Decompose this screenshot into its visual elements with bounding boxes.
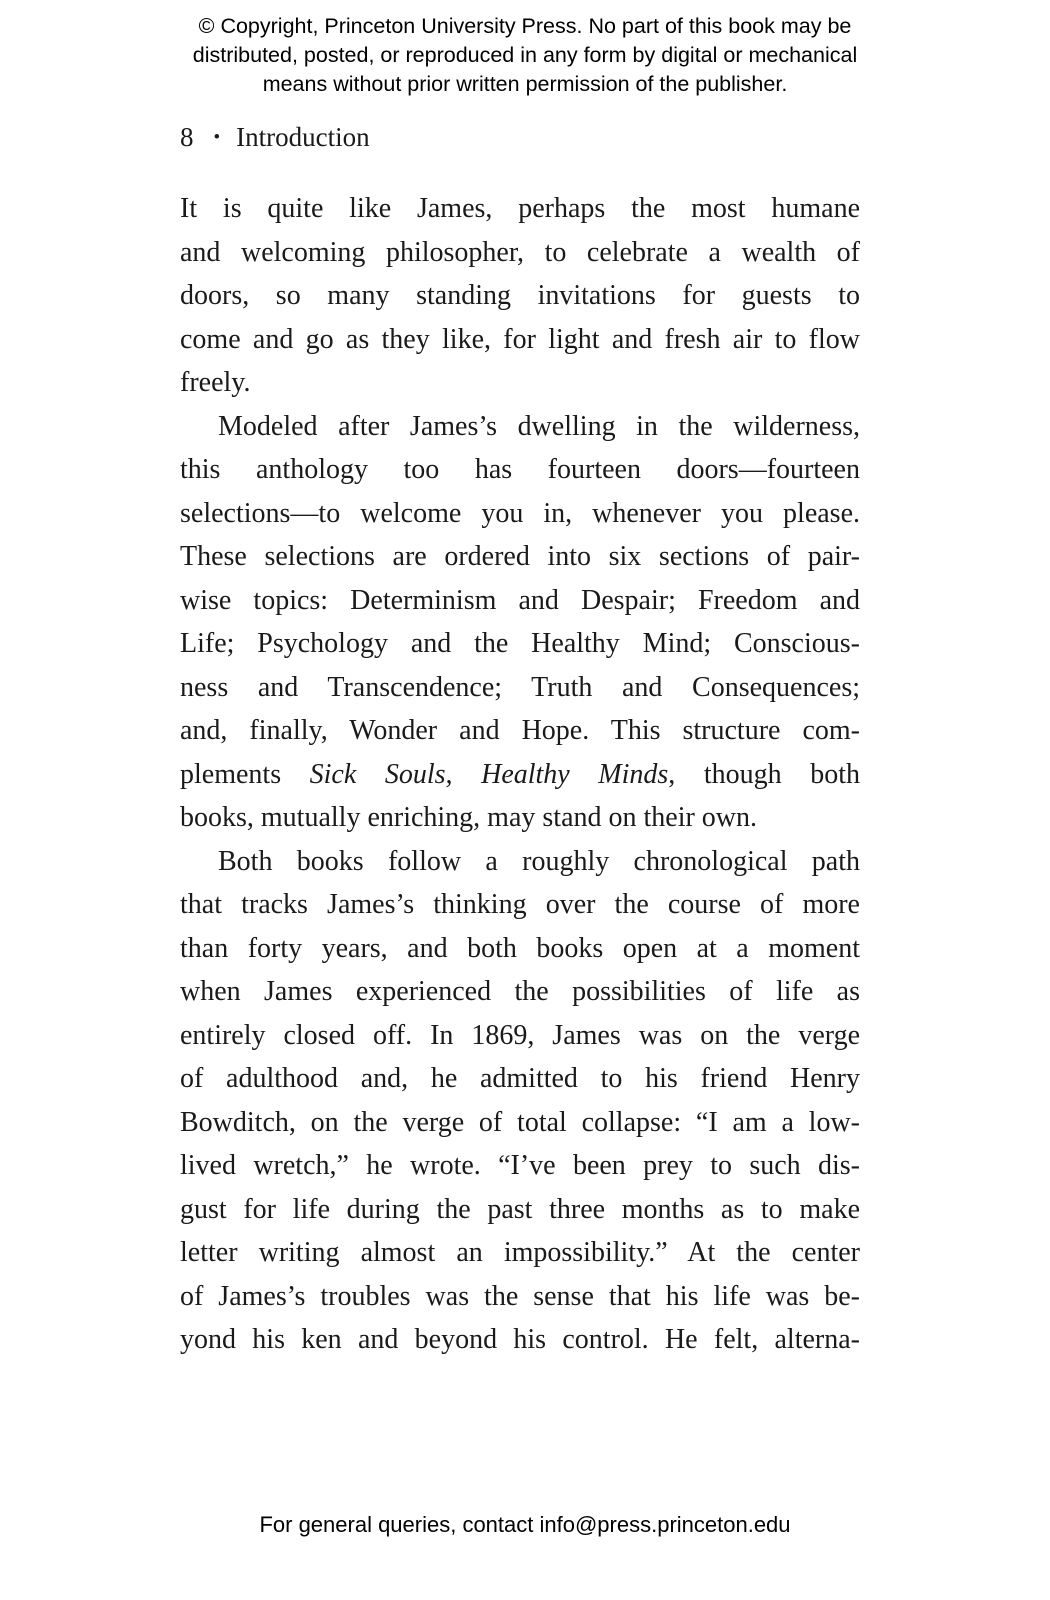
text-line	[180, 1057, 860, 1101]
bullet-separator: •	[213, 127, 221, 148]
copyright-line: means without prior written permission of the publisher.	[262, 72, 788, 96]
copyright-line: distributed, posted, or reproduced in any form by digital or mechanical	[192, 43, 858, 67]
text-segment: entirely closed off. In 1869, James was on the verge	[180, 1019, 860, 1051]
text-segment: ness and Transcendence; Truth and Consequences;	[180, 671, 860, 703]
text-line	[180, 579, 860, 623]
text-segment: come and go as they like, for light and fresh air to flow	[180, 323, 860, 355]
text-line	[180, 187, 860, 231]
paragraph	[180, 840, 860, 1362]
text-segment: freely.	[180, 367, 251, 398]
text-segment: books, mutually enriching, may stand on their own.	[180, 802, 758, 833]
section-title: Introduction	[236, 122, 370, 152]
text-segment: selections—to welcome you in, whenever you please.	[180, 497, 860, 529]
text-line	[180, 448, 860, 492]
text-line	[180, 492, 860, 536]
text-segment: lived wretch,” he wrote. “I’ve been prey to such dis-	[180, 1150, 860, 1181]
text-line	[180, 274, 860, 318]
text-line	[180, 753, 860, 797]
text-segment: of adulthood and, he admitted to his friend Henry	[180, 1063, 860, 1094]
text-segment: Both books follow a roughly chronological path	[218, 845, 860, 877]
text-segment: , though both	[668, 758, 860, 790]
text-line	[180, 927, 860, 971]
text-segment: and welcoming philosopher, to celebrate a wealth of	[180, 236, 860, 268]
text-segment: that tracks James’s thinking over the course of more	[180, 889, 860, 920]
text-segment: than forty years, and both books open at a moment	[180, 932, 860, 964]
text-segment: These selections are ordered into six sections of pair-	[180, 541, 860, 572]
text-line	[180, 840, 860, 884]
text-segment: Modeled after James’s dwelling in the wilderness,	[218, 410, 860, 442]
page-number: 8	[180, 122, 194, 152]
text-line	[180, 361, 860, 405]
text-line	[180, 1275, 860, 1319]
text-line	[180, 970, 860, 1014]
text-segment: plements	[180, 758, 310, 790]
text-segment: yond his ken and beyond his control. He felt, alterna-	[180, 1324, 860, 1355]
text-line	[180, 883, 860, 927]
body-text	[180, 187, 860, 1362]
text-line	[180, 405, 860, 449]
text-segment: and, finally, Wonder and Hope. This structure com-	[180, 715, 860, 746]
copyright-line: © Copyright, Princeton University Press. No part of this book may be	[198, 14, 852, 38]
text-segment: wise topics: Determinism and Despair; Freedom and	[180, 584, 860, 616]
text-line	[180, 1014, 860, 1058]
copyright-notice	[0, 12, 1050, 99]
paragraph	[180, 187, 860, 405]
text-line	[180, 318, 860, 362]
text-segment: this anthology too has fourteen doors—fourteen	[180, 454, 860, 485]
text-line	[180, 622, 860, 666]
text-segment: Bowditch, on the verge of total collapse: “I am a low-	[180, 1106, 860, 1138]
text-line	[180, 709, 860, 753]
footer-queries: For general queries, contact info@press.princeton.edu	[259, 1512, 791, 1537]
text-segment: Life; Psychology and the Healthy Mind; Conscious-	[180, 628, 860, 659]
text-segment: It is quite like James, perhaps the most humane	[180, 193, 860, 224]
text-line	[180, 1144, 860, 1188]
text-segment: doors, so many standing invitations for guests to	[180, 280, 860, 311]
text-segment: of James’s troubles was the sense that his life was be-	[180, 1280, 860, 1312]
text-line	[180, 1188, 860, 1232]
text-line	[180, 666, 860, 710]
text-line	[180, 1318, 860, 1362]
text-line	[180, 1231, 860, 1275]
text-line	[180, 231, 860, 275]
text-line	[180, 796, 860, 840]
text-segment: gust for life during the past three months as to make	[180, 1193, 860, 1225]
page-header	[180, 122, 370, 153]
book-title-italic: Sick Souls, Healthy Minds	[309, 758, 669, 790]
text-segment: when James experienced the possibilities of life as	[180, 976, 860, 1007]
text-line	[180, 535, 860, 579]
text-segment: letter writing almost an impossibility.” At the center	[180, 1237, 860, 1268]
text-line	[180, 1101, 860, 1145]
paragraph	[180, 405, 860, 840]
